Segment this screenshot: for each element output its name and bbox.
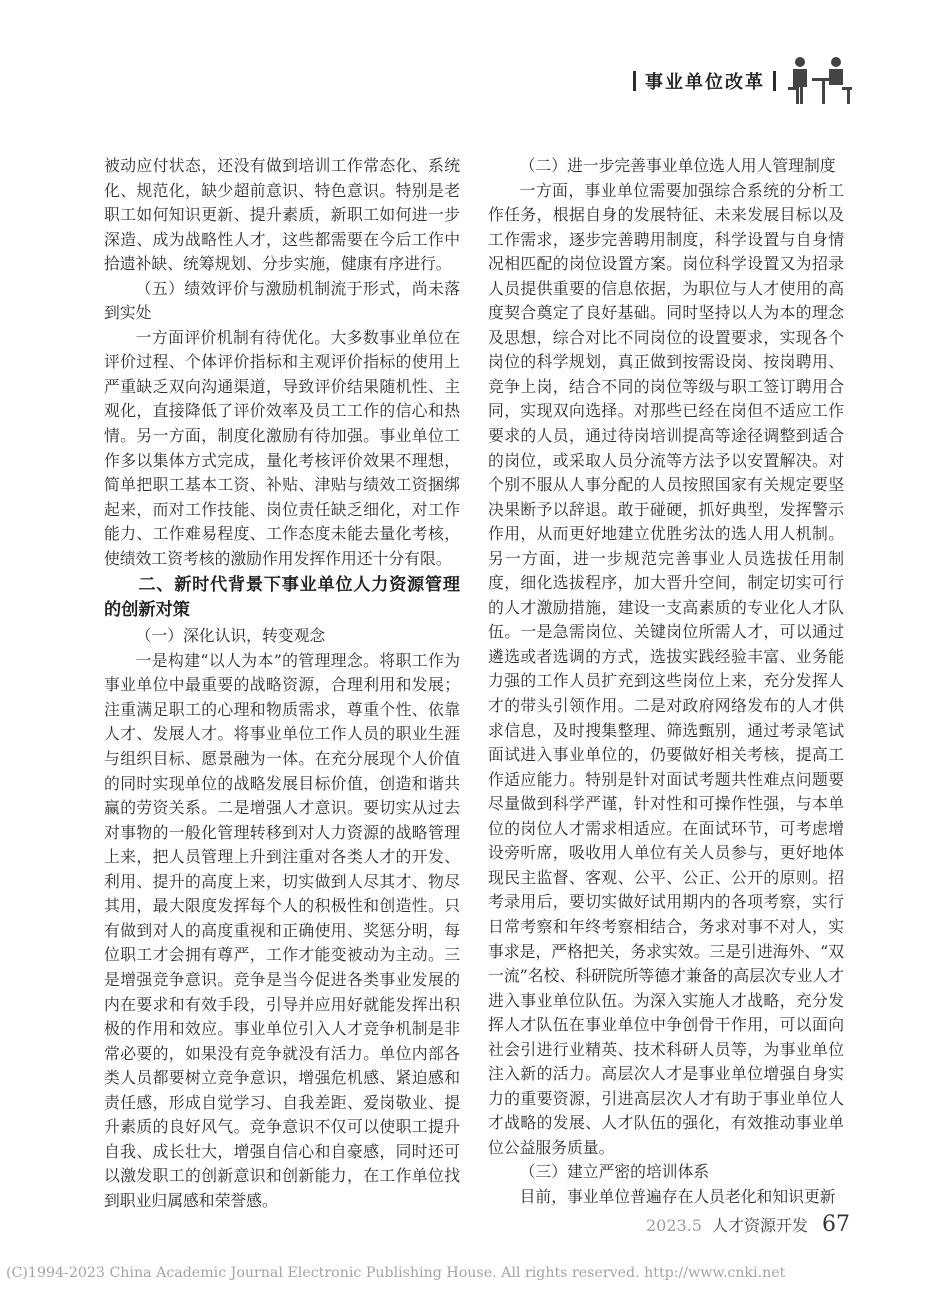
page-number: 67 xyxy=(822,1212,850,1237)
paragraph: 目前，事业单位普遍存在人员老化和知识更新 xyxy=(519,1186,836,1206)
paragraph: 一是构建“以人为本”的管理理念。将职工作为事业单位中最重要的战略资源，合理利用和发展；注重满足职工的心理和物质需求，尊重个性、依靠人才、发展人才。将事业单位工作人员的职业生涯与组织目标、愿景融为一体。在充分展现个人价值的同时实现单位的战略发展目标价值，创造和谐共赢的劳资关系。二是增强人才意识。要切实从过去对事物的一般化管理转移到对人力资源的战略管理上来，把人员管理上升到注重对各类人才的开发、利用、提升的高度上来，切实做到人尽其才、物尽其用，最大限度发挥每个人的积极性和创造性。只有做到对人的高度重视和正确使用、奖惩分明，每位职工才会拥有尊严，工作才能变被动为主动。三是增强竞争意识。竞争是当今促进各类事业发展的内在要求和有效手段，引导并应用好就能发挥出积极的作用和效应。事业单位引入人才竞争机制是非常必要的，如果没有竞争就没有活力。单位内部各类人员都要树立竞争意识，增强危机感、紧迫感和责任感，形成自觉学习、自我差距、爱岗敬业、提升素质的良好风气。竞争意识不仅可以使职工提升自我、成长壮大，增强自信心和自豪感，同时还可以激发职工的创新意识和创新能力，在工作单位找到职业归属感和荣誉感。 xyxy=(104,650,460,1210)
header-divider xyxy=(633,71,636,91)
subsection-heading: （三）建立严密的培训体系 xyxy=(519,1162,710,1182)
subsection-heading: （五）绩效评价与激励机制流于形式，尚未落到实处 xyxy=(104,278,460,323)
left-column xyxy=(104,154,460,1213)
subsection-heading: （一）深化认识，转变观念 xyxy=(135,626,326,646)
paragraph: 被动应付状态，还没有做到培训工作常态化、系统化、规范化，缺少超前意识、特色意识。特别是老职工如何知识更新、提升素质，新职工如何进一步深造、成为战略性人才，这些都需要在今后工作中拾遗补缺、统筹规划、分步实施，健康有序进行。 xyxy=(104,156,460,274)
issue-number: 2023.5 xyxy=(646,1216,702,1235)
people-at-desk-icon xyxy=(784,52,854,110)
right-column xyxy=(488,154,844,1210)
section-heading: 二、新时代背景下事业单位人力资源管理的创新对策 xyxy=(104,575,460,621)
page-footer xyxy=(646,1212,850,1237)
subsection-heading: （二）进一步完善事业单位选人用人管理制度 xyxy=(519,156,836,175)
header-divider xyxy=(773,71,776,91)
paragraph: 一方面评价机制有待优化。大多数事业单位在评价过程、个体评价指标和主观评价指标的使用上严重缺乏双向沟通渠道，导致评价结果随机性、主观化，直接降低了评价效率及员工工作的信心和热情。另一方面，制度化激励有待加强。事业单位工作多以集体方式完成，量化考核评价效果不理想，简单把职工基本工资、补贴、津贴与绩效工资捆绑起来，而对工作技能、岗位责任缺乏细化，对工作能力、工作难易程度、工作态度未能去量化考核，使绩效工资考核的激励作用发挥作用还十分有限。 xyxy=(104,327,460,568)
copyright-notice: (C)1994-2023 China Academic Journal Electronic Publishing House. All rights reserved. http://www.cnki.net xyxy=(6,1265,786,1281)
paragraph: 一方面，事业单位需要加强综合系统的分析工作任务，根据自身的发展特征、未来发展目标以及工作需求，逐步完善聘用制度，科学设置与自身情况相匹配的岗位设置方案。岗位科学设置又为招录人员提供重要的信息依据，为职位与人才使用的高度契合奠定了良好基础。同时坚持以人为本的理念及思想，综合对比不同岗位的设置要求，实现各个岗位的科学规划，真正做到按需设岗、按岗聘用、竞争上岗，结合不同的岗位等级与职工签订聘用合同，实现双向选择。对那些已经在岗但不适应工作要求的人员，通过待岗培训提高等途径调整到适合的岗位，或采取人员分流等方法予以安置解决。对个别不服从人事分配的人员按照国家有关规定要坚决果断予以辞退。敢于碰硬，抓好典型，发挥警示作用，从而更好地建立优胜劣汰的选人用人机制。另一方面，进一步规范完善事业人员选拔任用制度，细化选拔程序，加大晋升空间，制定切实可行的人才激励措施，建设一支高素质的专业化人才队伍。一是急需岗位、关键岗位所需人才，可以通过遴选或者选调的方式，选拔实践经验丰富、业务能力强的工作人员扩充到这些岗位上来，充分发挥人才的带头引领作用。二是对政府网络发布的人才供求信息，及时搜集整理、筛选甄别，通过考录笔试面试进入事业单位的，仍要做好相关考核，提高工作适应能力。特别是针对面试考题共性难点问题要尽量做到科学严谨，针对性和可操作性强，与本单位的岗位人才需求相适应。在面试环节，可考虑增设旁听席，吸收用人单位有关人员参与，更好地体现民主监督、客观、公平、公正、公开的原则。招考录用后，要切实做好试用期内的各项考察，实行日常考察和年终考察相结合，务求对事不对人，实事求是，严格把关，务求实效。三是引进海外、“双一流”名校、科研院所等德才兼备的高层次专业人才进入事业单位队伍。为深入实施人才战略，充分发挥人才队伍在事业单位中争创骨干作用，可以面向社会引进行业精英、技术科研人员等，为事业单位注入新的活力。高层次人才是事业单位增强自身实力的重要资源，引进高层次人才有助于事业单位人才战略的发展、人才队伍的强化，有效推动事业单位公益服务质量。 xyxy=(488,180,844,1157)
column-title: 事业单位改革 xyxy=(645,72,765,93)
journal-name: 人才资源开发 xyxy=(711,1216,808,1235)
